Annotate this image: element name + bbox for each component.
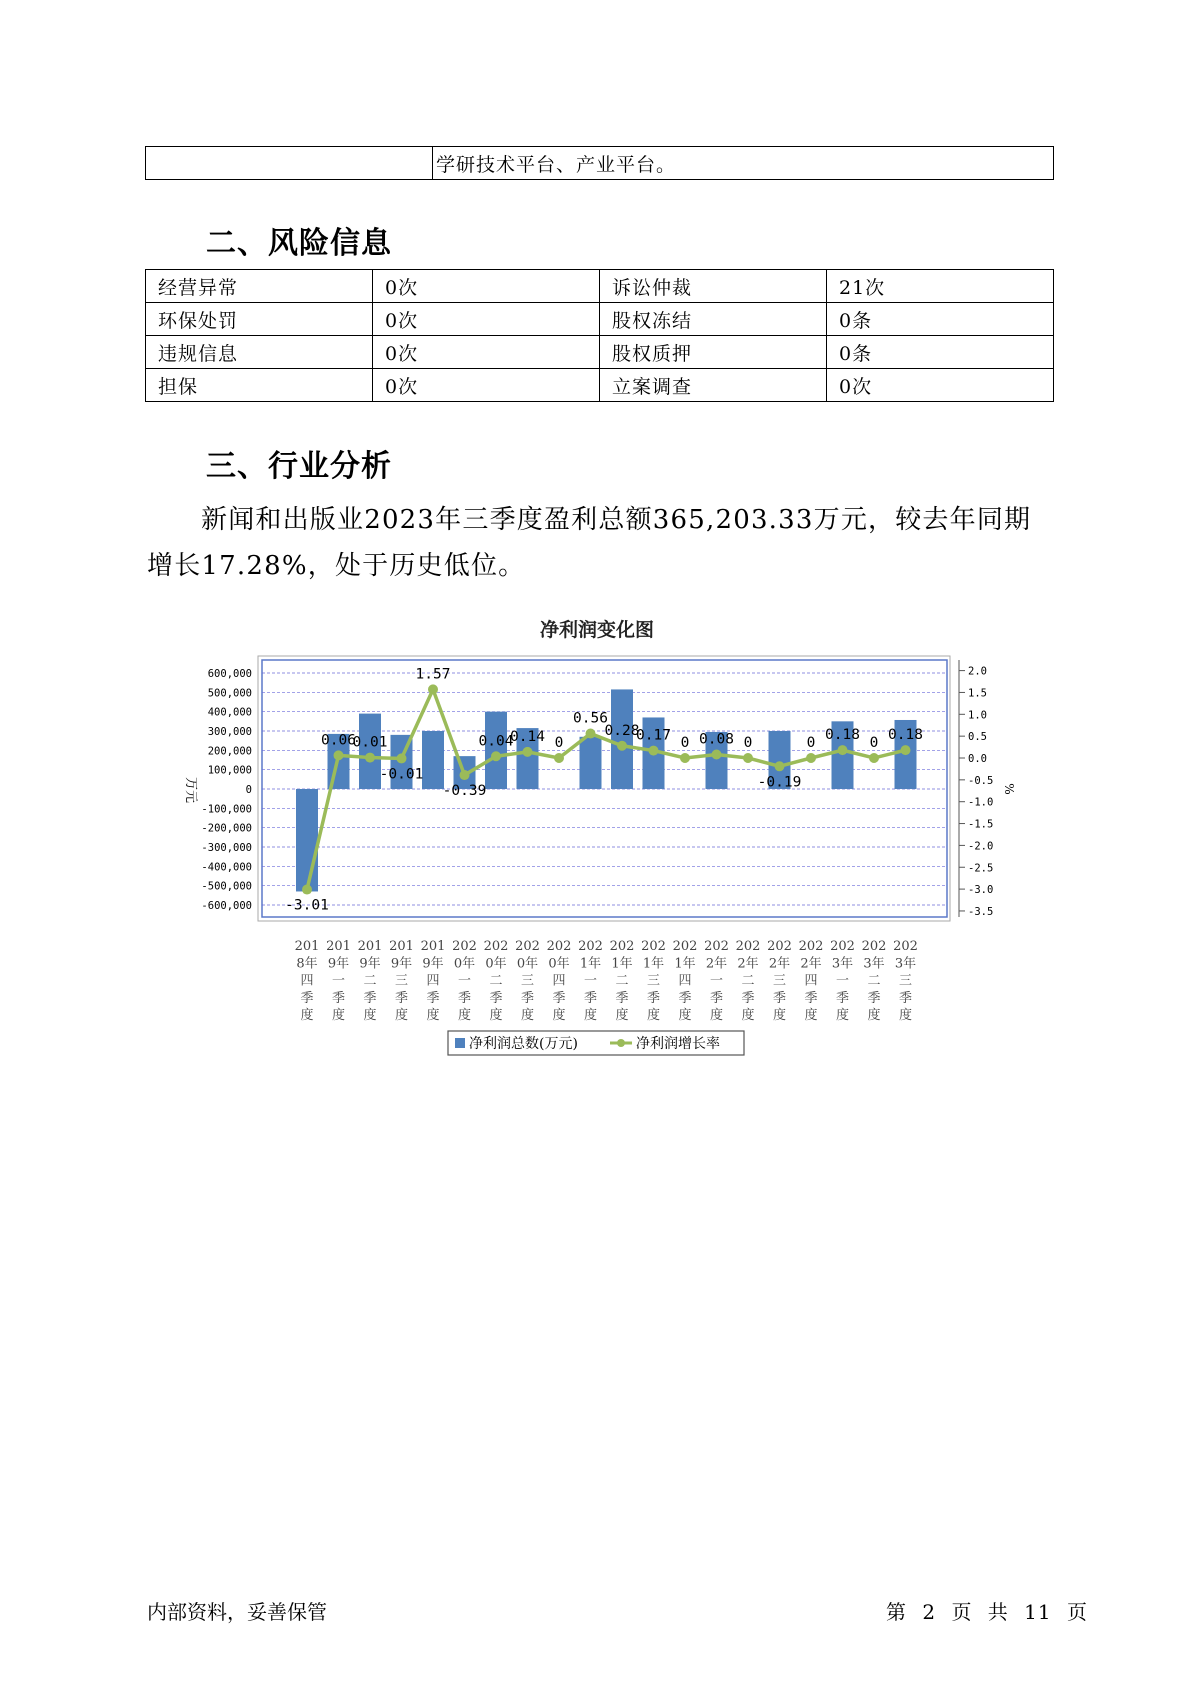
- y-tick-label: 600,000: [207, 668, 252, 680]
- table-cell: 0次: [373, 336, 600, 369]
- table-cell: 环保处罚: [146, 303, 373, 336]
- data-label: 0.28: [604, 722, 640, 739]
- table-cell: 股权冻结: [600, 303, 827, 336]
- x-tick-label: 202 0年三季度: [515, 939, 540, 1024]
- data-label: 0: [554, 735, 564, 751]
- bar: [422, 731, 444, 789]
- growth-rate-point: [491, 751, 501, 761]
- y2-tick-label: -3.5: [968, 905, 994, 918]
- data-label: 1.57: [415, 666, 451, 683]
- growth-rate-point: [743, 753, 753, 763]
- y-tick-label: -200,000: [201, 822, 252, 835]
- y-tick-label: 400,000: [207, 706, 252, 719]
- growth-rate-point: [334, 750, 344, 760]
- table-cell: 0次: [373, 270, 600, 303]
- growth-rate-point: [428, 684, 438, 694]
- y2-axis-title: %: [1002, 783, 1016, 795]
- x-tick-label: 201 9年三季度: [389, 939, 414, 1024]
- y-tick-label: -100,000: [201, 803, 252, 816]
- legend-bar-swatch: [455, 1038, 465, 1048]
- x-tick-label: 202 2年二季度: [735, 939, 761, 1024]
- growth-rate-point: [806, 753, 816, 763]
- y-axis-title: 万元: [183, 776, 198, 804]
- legend-bar-label: 净利润总数(万元): [469, 1036, 578, 1052]
- growth-rate-point: [617, 741, 627, 751]
- y2-tick-label: 1.5: [968, 687, 987, 700]
- growth-rate-point: [554, 753, 564, 763]
- table-cell: 立案调查: [600, 369, 827, 402]
- data-label: 0.56: [573, 710, 608, 727]
- growth-rate-point: [901, 745, 911, 755]
- x-tick-label: 202 1年三季度: [641, 939, 666, 1024]
- bar: [611, 689, 633, 789]
- x-tick-label: 201 9年一季度: [326, 939, 351, 1024]
- table-cell: 0次: [373, 303, 600, 336]
- data-label: -0.01: [379, 766, 424, 783]
- data-label: 0.01: [352, 734, 388, 751]
- y2-tick-label: -2.0: [968, 840, 994, 853]
- data-label: -0.19: [757, 774, 802, 791]
- x-tick-label: 201 8年四季度: [294, 939, 320, 1024]
- growth-rate-point: [302, 885, 312, 895]
- y-tick-label: 300,000: [207, 726, 252, 738]
- data-label: 0.14: [510, 728, 545, 745]
- x-tick-label: 201 9年四季度: [420, 939, 446, 1024]
- growth-rate-point: [523, 747, 533, 757]
- data-label: 0.17: [636, 727, 671, 744]
- x-tick-label: 202 1年一季度: [578, 939, 603, 1024]
- legend-line-marker: [617, 1039, 625, 1047]
- table-cell: 0条: [827, 336, 1054, 369]
- legend-line-label: 净利润增长率: [636, 1036, 720, 1052]
- y2-tick-label: 2.0: [968, 665, 987, 678]
- chart-title: 净利润变化图: [539, 619, 655, 641]
- y2-tick-label: -3.0: [968, 884, 994, 897]
- y2-tick-label: 0.5: [968, 731, 987, 744]
- y-tick-label: -400,000: [201, 861, 252, 874]
- x-tick-label: 202 3年三季度: [893, 939, 918, 1024]
- table-cell: 21次: [827, 270, 1054, 303]
- x-tick-label: 202 0年四季度: [546, 939, 572, 1024]
- y-tick-label: 500,000: [207, 687, 252, 700]
- bar: [485, 712, 507, 789]
- y-tick-label: 100,000: [207, 764, 252, 777]
- x-tick-label: 202 2年一季度: [704, 939, 729, 1024]
- growth-rate-point: [838, 745, 848, 755]
- growth-rate-point: [586, 729, 596, 739]
- data-label: 0.08: [699, 731, 734, 748]
- industry-section-heading: 三、行业分析: [206, 449, 392, 484]
- table-cell: 经营异常: [146, 270, 373, 303]
- bar: [359, 714, 381, 789]
- growth-rate-point: [460, 770, 470, 780]
- x-tick-label: 202 2年三季度: [767, 939, 792, 1024]
- table-cell: 0条: [827, 303, 1054, 336]
- table-cell: 股权质押: [600, 336, 827, 369]
- y2-tick-label: 0.0: [968, 753, 987, 765]
- growth-rate-point: [649, 746, 659, 756]
- data-label: -3.01: [285, 897, 329, 914]
- data-label: 0.18: [888, 727, 923, 744]
- growth-rate-point: [365, 753, 375, 763]
- growth-rate-point: [680, 753, 690, 763]
- y-tick-label: -300,000: [201, 842, 252, 854]
- x-tick-label: 202 0年一季度: [452, 939, 477, 1024]
- table-cell: 0次: [373, 369, 600, 402]
- table-cell: 诉讼仲裁: [600, 270, 827, 303]
- bar: [580, 737, 602, 789]
- x-tick-label: 202 0年二季度: [483, 939, 509, 1024]
- growth-rate-point: [869, 753, 879, 763]
- x-tick-label: 202 2年四季度: [798, 939, 824, 1024]
- data-label: 0: [806, 735, 816, 751]
- y2-tick-label: -2.5: [968, 862, 994, 875]
- data-label: 0.06: [321, 732, 356, 749]
- table-cell: 0次: [827, 369, 1054, 402]
- data-label: 0: [869, 735, 879, 751]
- y-tick-label: -600,000: [201, 900, 252, 912]
- x-tick-label: 202 1年二季度: [609, 939, 635, 1024]
- table-cell: 担保: [146, 369, 373, 402]
- data-label: 0.18: [825, 727, 860, 744]
- y-tick-label: -500,000: [201, 880, 252, 893]
- y2-tick-label: 1.0: [968, 709, 987, 722]
- footer-page-number: 第 2 页 共 11 页: [886, 1600, 1088, 1624]
- y2-tick-label: -1.0: [968, 796, 994, 809]
- y-tick-label: 200,000: [207, 745, 252, 758]
- table-cell: 违规信息: [146, 336, 373, 369]
- x-tick-label: 201 9年二季度: [357, 939, 383, 1024]
- growth-rate-point: [775, 761, 785, 771]
- x-tick-label: 202 3年一季度: [830, 939, 855, 1024]
- growth-rate-point: [712, 750, 722, 760]
- data-label: 0: [743, 735, 753, 751]
- y2-tick-label: -1.5: [968, 818, 994, 831]
- data-label: 0.04: [478, 733, 514, 750]
- risk-section-heading: 二、风险信息: [206, 226, 392, 261]
- x-tick-label: 202 3年二季度: [861, 939, 887, 1024]
- table-cell: 学研技术平台、产业平台。: [433, 147, 1054, 180]
- x-tick-label: 202 1年四季度: [672, 939, 698, 1024]
- bar: [296, 789, 318, 891]
- data-label: -0.39: [442, 783, 487, 800]
- industry-summary-paragraph: 新闻和出版业2023年三季度盈利总额365,203.33万元，较去年同期增长17.28%，处于历史低位。: [147, 505, 1032, 581]
- footer-confidential-note: 内部资料，妥善保管: [147, 1600, 327, 1624]
- y2-tick-label: -0.5: [968, 774, 994, 787]
- data-label: 0: [680, 735, 690, 751]
- y-tick-label: 0: [245, 784, 252, 796]
- growth-rate-point: [397, 753, 407, 763]
